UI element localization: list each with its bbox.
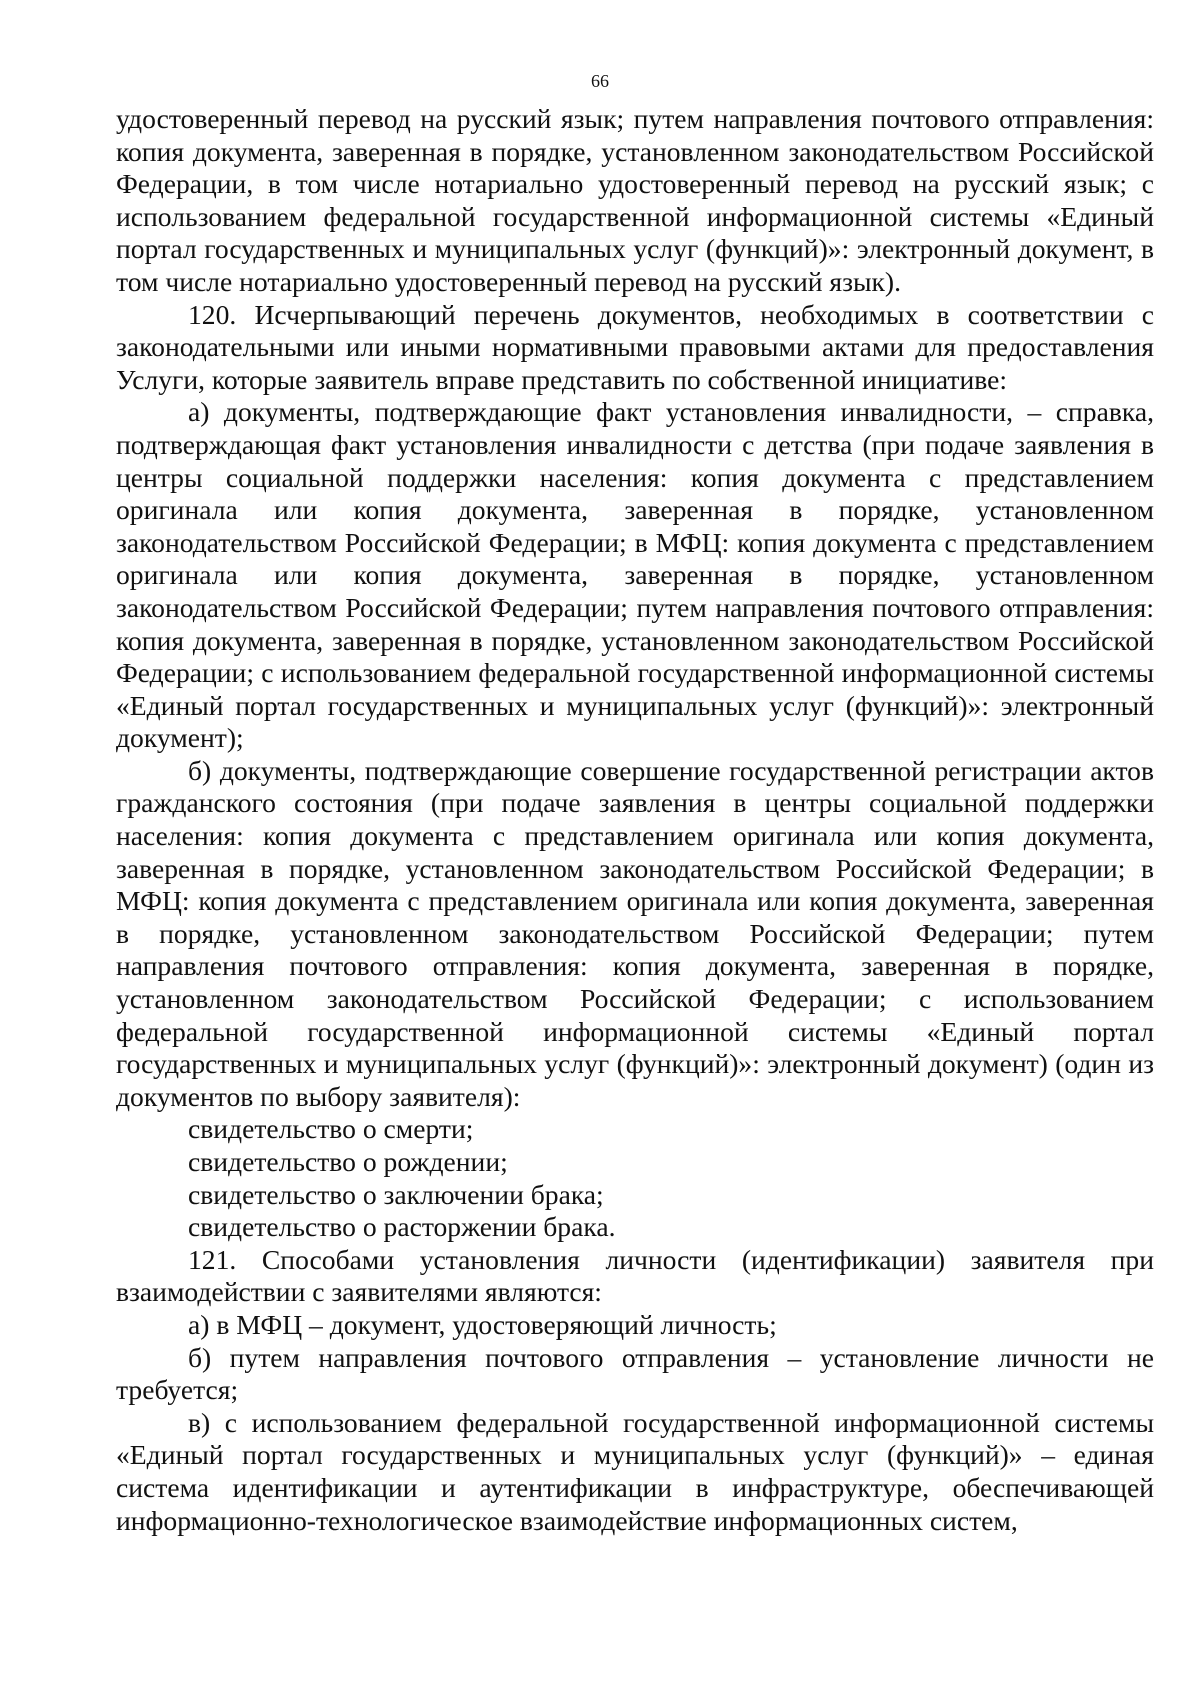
- page-number: 66: [591, 71, 609, 91]
- paragraph-item-120-a: а) документы, подтверждающие факт установления инвалидности, – справка, подтверждающая факт установления инвалидности с детства (при подаче заявления в центры социальной поддержки населения: копия документа с представлением оригинала или копия документа, заверенная в порядке, установленном законодательством Российской Федерации; в МФЦ: копия документа с представлением оригинала или копия документа, заверенная в порядке, установленном законодательством Российской Федерации; путем направления почтового отправления: копия документа, заверенная в порядке, установленном законодательством Российской Федерации; с использованием федеральной государственной информационной системы «Единый портал государственных и муниципальных услуг (функций)»: электронный документ);: [116, 396, 1154, 754]
- paragraph-item-120-b: б) документы, подтверждающие совершение государственной регистрации актов гражданского состояния (при подаче заявления в центры социальной поддержки населения: копия документа с представлением оригинала или копия документа, заверенная в порядке, установленном законодательством Российской Федерации; в МФЦ: копия документа с представлением оригинала или копия документа, заверенная в порядке, установленном законодательством Российской Федерации; путем направления почтового отправления: копия документа, заверенная в порядке, установленном законодательством Российской Федерации; с использованием федеральной государственной информационной системы «Единый портал государственных и муниципальных услуг (функций)»: электронный документ) (один из документов по выбору заявителя):: [116, 754, 1154, 1112]
- paragraph-item-121-b: б) путем направления почтового отправления – установление личности не требуется;: [116, 1341, 1154, 1406]
- paragraph-item-121: 121. Способами установления личности (идентификации) заявителя при взаимодействии с заявителями являются:: [116, 1243, 1154, 1308]
- list-item-divorce-certificate: свидетельство о расторжении брака.: [188, 1211, 616, 1243]
- paragraph-item-120: 120. Исчерпывающий перечень документов, необходимых в соответствии с законодательными или иными нормативными правовыми актами для предоставления Услуги, которые заявитель вправе представить по собственной инициативе:: [116, 298, 1154, 395]
- paragraph-item-121-a: а) в МФЦ – документ, удостоверяющий личность;: [188, 1308, 777, 1340]
- list-item-death-certificate: свидетельство о смерти;: [188, 1113, 474, 1145]
- list-item-marriage-certificate: свидетельство о заключении брака;: [188, 1178, 604, 1210]
- paragraph-continuation: удостоверенный перевод на русский язык; путем направления почтового отправления: копия документа, заверенная в порядке, установленном законодательством Российской Федерации, в том числе нотариально удостоверенный перевод на русский язык; с использованием федеральной государственной информационной системы «Единый портал государственных и муниципальных услуг (функций)»: электронный документ, в том числе нотариально удостоверенный перевод на русский язык).: [116, 103, 1154, 297]
- list-item-birth-certificate: свидетельство о рождении;: [188, 1146, 508, 1177]
- document-body: [116, 103, 1154, 1537]
- paragraph-item-121-c: в) с использованием федеральной государственной информационной системы «Единый портал государственных и муниципальных услуг (функций)» – единая система идентификации и аутентификации в инфраструктуре, обеспечивающей информационно-технологическое взаимодействие информационных систем,: [116, 1406, 1154, 1536]
